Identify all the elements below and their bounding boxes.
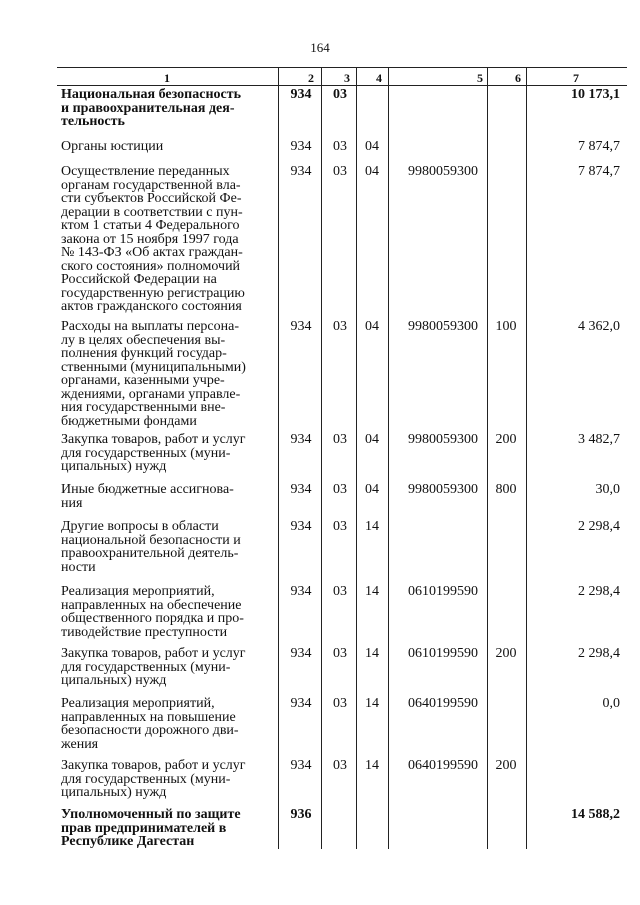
row-vr: 200: [495, 758, 517, 773]
row-pr: 04: [365, 482, 379, 497]
row-gr: 934: [290, 164, 312, 179]
row-pr: 14: [365, 646, 379, 661]
row-gr: 934: [290, 758, 312, 773]
row-pr: 04: [365, 432, 379, 447]
row-description: Закупка товаров, работ и услуг для государственных (муни- ципальных) нужд: [61, 758, 246, 800]
header-col-2: 2: [308, 71, 314, 85]
row-gr: 934: [290, 519, 312, 534]
row-description: Закупка товаров, работ и услуг для государственных (муни- ципальных) нужд: [61, 432, 246, 474]
header-col-7: 7: [573, 71, 579, 85]
row-amount: 0,0: [602, 696, 620, 711]
row-pr: 04: [365, 319, 379, 334]
row-amount: 30,0: [595, 482, 620, 497]
row-description: Иные бюджетные ассигнова- ния: [61, 482, 234, 511]
row-cs: 9980059300: [408, 164, 478, 179]
row-rz: 03: [333, 482, 347, 497]
row-cs: 9980059300: [408, 482, 478, 497]
row-pr: 14: [365, 584, 379, 599]
header-col-4: 4: [376, 71, 382, 85]
row-cs: 0640199590: [408, 758, 478, 773]
row-description: Расходы на выплаты персона- лу в целях обеспечения вы- полнения функций государ- ственными (муниципальными) органами, казенными учре- ждениями, органами управле- ния государственными вне- бюджетными фондами: [61, 319, 246, 429]
row-gr: 936: [290, 807, 312, 822]
row-cs: 0610199590: [408, 646, 478, 661]
row-amount: 3 482,7: [578, 432, 620, 447]
col-divider-5: [487, 67, 488, 849]
row-description: Другие вопросы в области национальной безопасности и правоохранительной деятель- ности: [61, 519, 241, 575]
row-rz: 03: [333, 164, 347, 179]
table-top-border: [57, 67, 627, 68]
row-description: Уполномоченный по защите прав предпринимателей в Республике Дагестан: [61, 807, 241, 849]
row-gr: 934: [290, 87, 312, 102]
row-gr: 934: [290, 646, 312, 661]
row-description: Реализация мероприятий, направленных на повышение безопасности дорожного дви- жения: [61, 696, 239, 752]
row-description: Осуществление переданных органам государственной вла- сти субъектов Российской Фе- дерации в соответствии с пун- ктом 1 статьи 4 Федерального закона от 15 ноября 1997 года № 143-ФЗ «Об актах граждан- ского состояния» полномочий Российской Федерации на государственную регистрацию актов гражданского состояния: [61, 164, 245, 314]
row-description: Реализация мероприятий, направленных на обеспечение общественного порядка и про- тиводействие преступности: [61, 584, 244, 640]
row-pr: 14: [365, 696, 379, 711]
row-amount: 2 298,4: [578, 584, 620, 599]
row-gr: 934: [290, 139, 312, 154]
row-gr: 934: [290, 584, 312, 599]
page-number: 164: [310, 40, 330, 55]
header-col-6: 6: [515, 71, 521, 85]
row-rz: 03: [333, 696, 347, 711]
table-header-divider: [57, 85, 627, 86]
row-rz: 03: [333, 319, 347, 334]
row-amount: 7 874,7: [578, 139, 620, 154]
row-pr: 04: [365, 139, 379, 154]
row-vr: 200: [495, 432, 517, 447]
row-vr: 100: [495, 319, 517, 334]
col-divider-6: [526, 67, 527, 849]
header-col-3: 3: [344, 71, 350, 85]
row-amount: 10 173,1: [571, 87, 620, 102]
row-rz: 03: [333, 584, 347, 599]
row-amount: 2 298,4: [578, 646, 620, 661]
row-cs: 0610199590: [408, 584, 478, 599]
row-gr: 934: [290, 482, 312, 497]
row-pr: 04: [365, 164, 379, 179]
row-rz: 03: [333, 758, 347, 773]
row-rz: 03: [333, 646, 347, 661]
col-divider-1: [278, 67, 279, 849]
row-amount: 14 588,2: [571, 807, 620, 822]
row-amount: 4 362,0: [578, 319, 620, 334]
row-cs: 0640199590: [408, 696, 478, 711]
row-pr: 14: [365, 519, 379, 534]
row-vr: 800: [495, 482, 517, 497]
row-amount: 2 298,4: [578, 519, 620, 534]
row-description: Органы юстиции: [61, 139, 164, 154]
row-description: Закупка товаров, работ и услуг для государственных (муни- ципальных) нужд: [61, 646, 246, 688]
header-col-5: 5: [477, 71, 483, 85]
col-divider-3: [356, 67, 357, 849]
row-rz: 03: [333, 87, 347, 102]
row-rz: 03: [333, 432, 347, 447]
row-gr: 934: [290, 696, 312, 711]
row-description: Национальная безопасность и правоохранительная дея- тельность: [61, 87, 242, 129]
row-cs: 9980059300: [408, 432, 478, 447]
row-amount: 7 874,7: [578, 164, 620, 179]
row-pr: 14: [365, 758, 379, 773]
col-divider-4: [388, 67, 389, 849]
row-cs: 9980059300: [408, 319, 478, 334]
row-vr: 200: [495, 646, 517, 661]
row-gr: 934: [290, 319, 312, 334]
header-col-1: 1: [164, 71, 170, 85]
row-gr: 934: [290, 432, 312, 447]
row-rz: 03: [333, 139, 347, 154]
row-rz: 03: [333, 519, 347, 534]
col-divider-2: [321, 67, 322, 849]
